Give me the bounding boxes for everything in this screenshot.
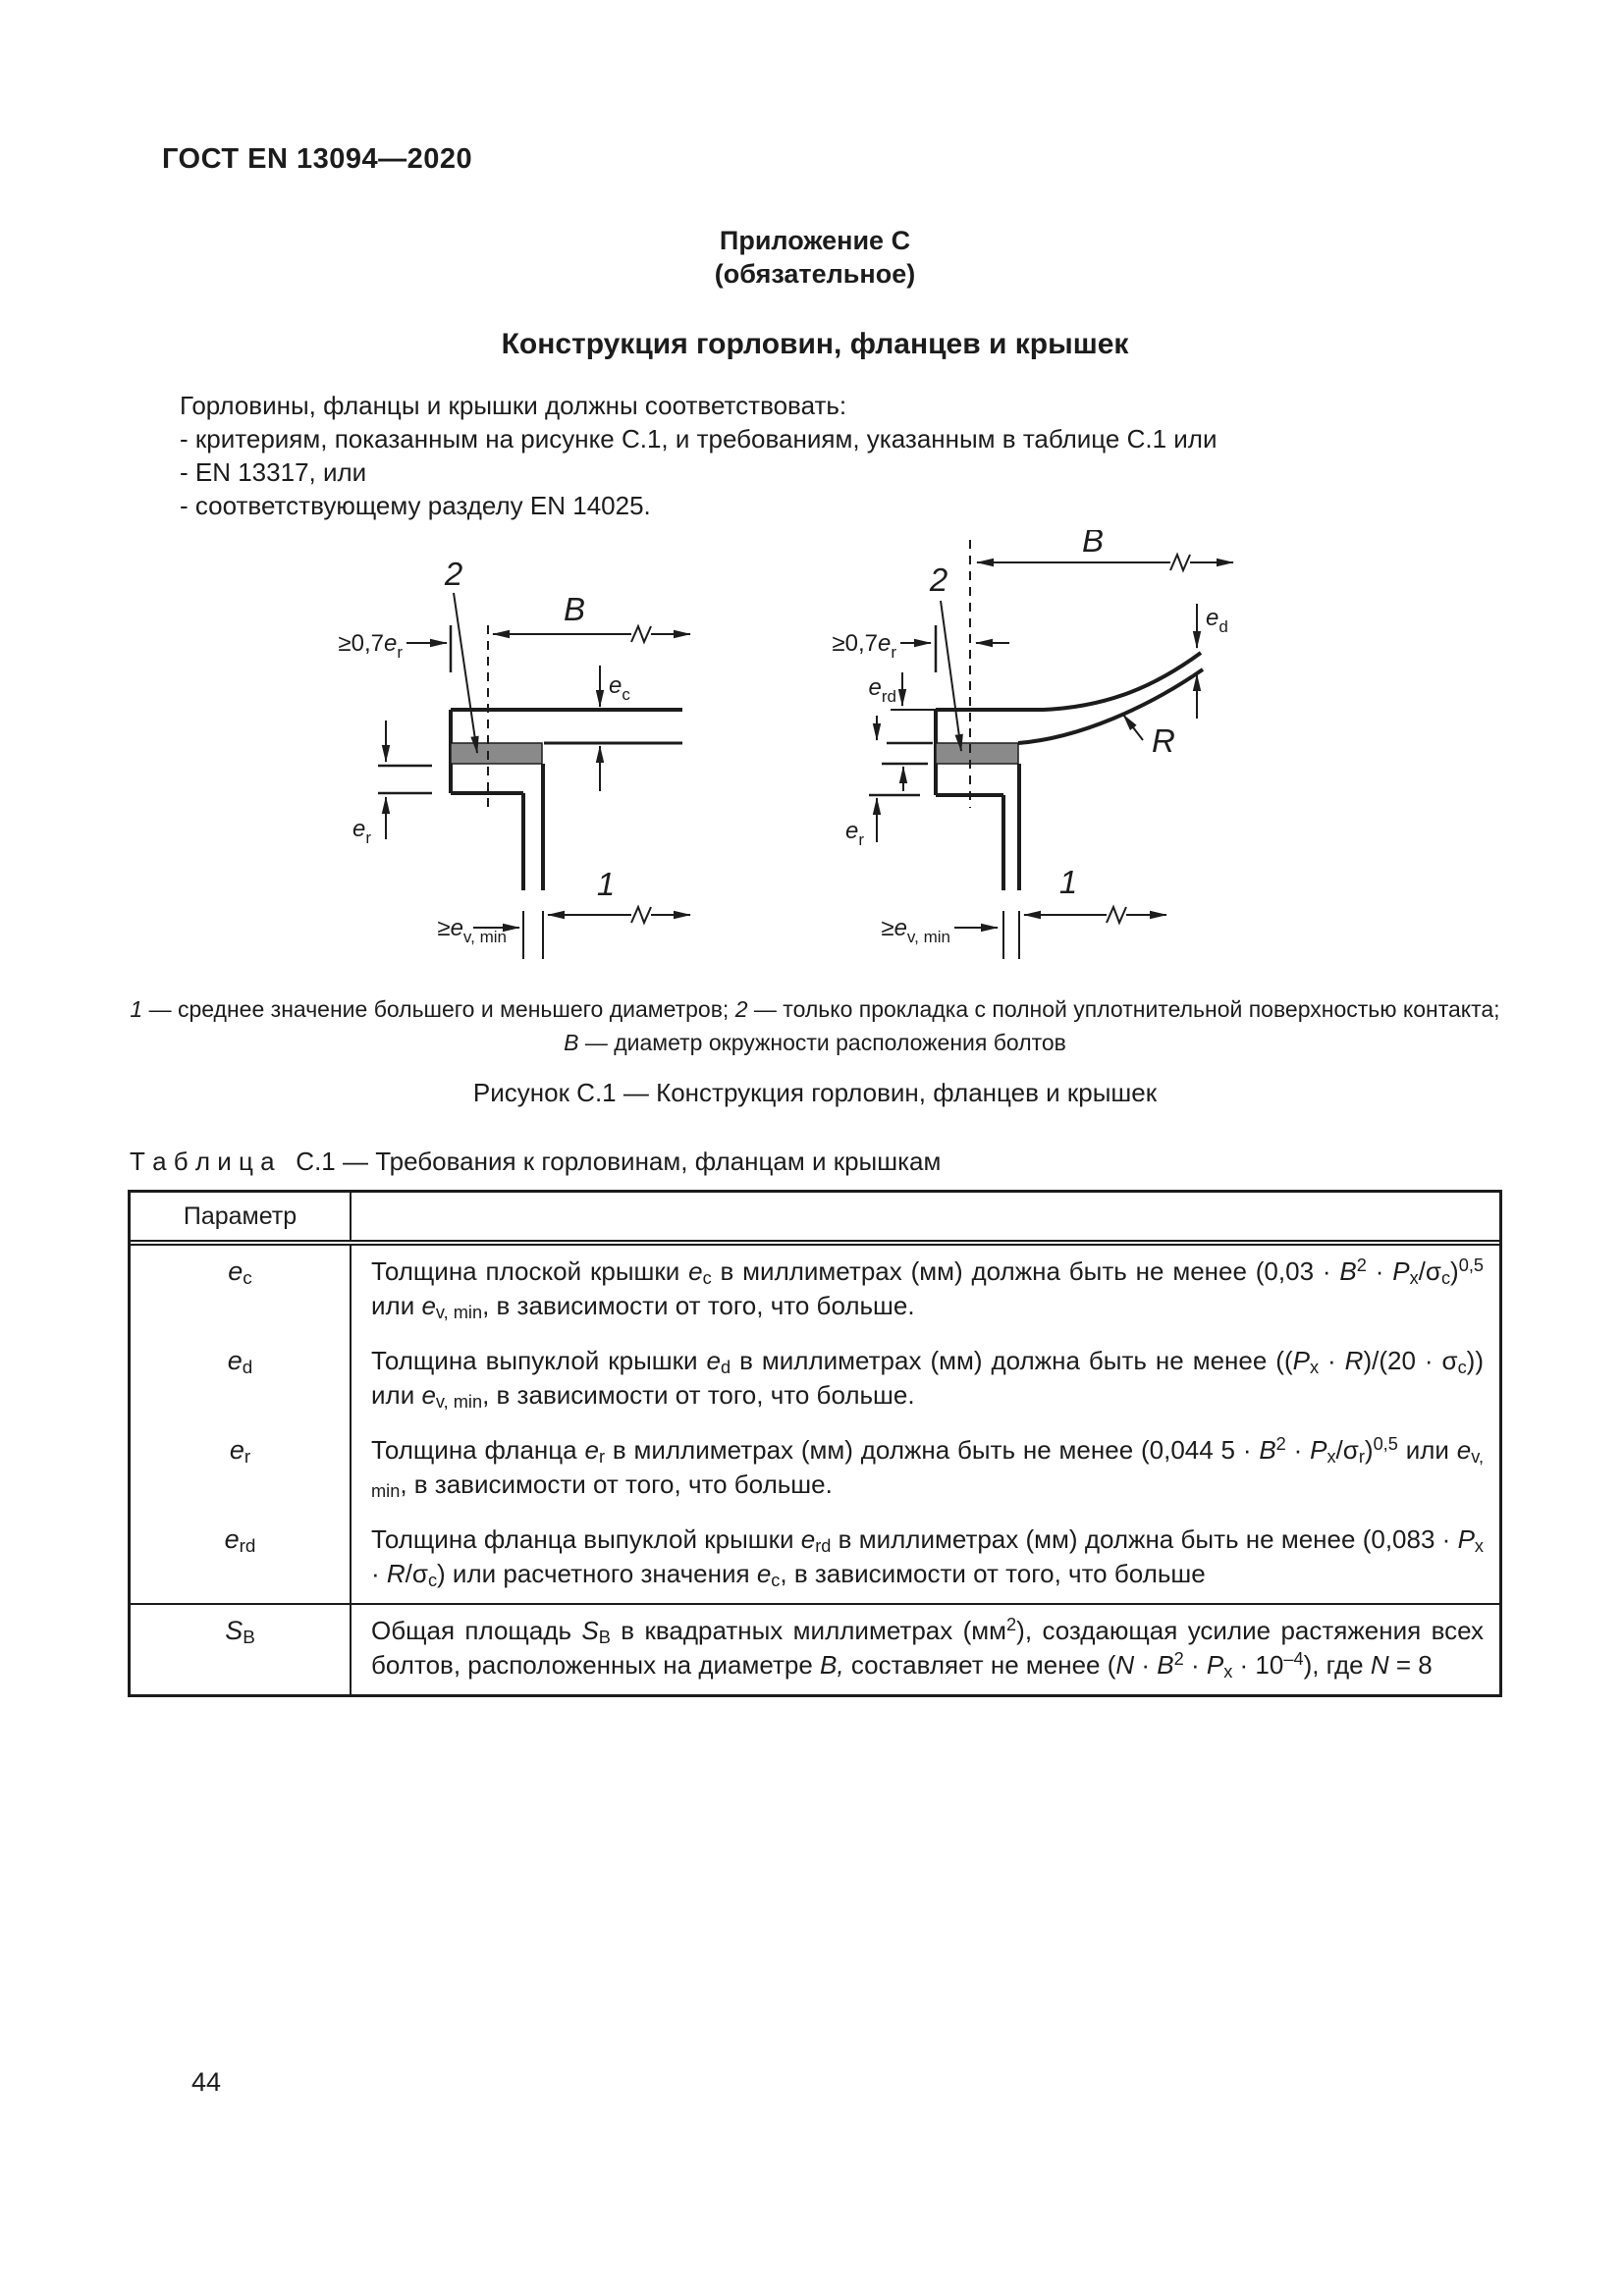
intro-item: - EN 13317, или	[180, 457, 367, 487]
dim-evmin-label: $\ge e_{v, min}$	[881, 915, 950, 946]
dim-er-label: $e_r$	[352, 816, 371, 847]
right-diagram	[832, 530, 1233, 959]
radius-leader	[1123, 715, 1143, 740]
intro-paragraph	[180, 389, 1407, 522]
callout-2-leader	[454, 593, 477, 753]
table-title-text: С.1 — Требования к горловинам, фланцам и крышкам	[296, 1147, 942, 1176]
table-header-row	[131, 1193, 1499, 1246]
callout-2-label: 2	[444, 556, 463, 592]
dim-b-label: B	[563, 591, 586, 627]
figure-legend-line2: B — диаметр окружности расположения болтов	[564, 1030, 1066, 1055]
page-number: 44	[191, 2067, 222, 2097]
dim-1-label: 1	[1058, 864, 1078, 900]
dim-1-break	[1107, 907, 1126, 923]
table-row	[131, 1605, 1499, 1694]
table-title	[130, 1147, 1504, 1177]
document-code: ГОСТ EN 13094—2020	[162, 143, 473, 175]
table-c1	[128, 1190, 1502, 1697]
requirement-cell: Толщина фланца выпуклой крышки $e_{rd}$ в миллиметрах (мм) должна быть не менее $(0,083 \cdot P_x \cdot R/\sigma_c)$ или расчетного значения $e_c$, в зависимости от того, что больше	[371, 1524, 1485, 1590]
param-cell: $S_B$	[131, 1605, 352, 1694]
dim-er-label: $e_r$	[844, 818, 864, 849]
figure-legend-line1: 1 — среднее значение большего и меньшего диаметров; 2 — только прокладка с полной уплотнительной поверхностью контакта;	[130, 996, 1500, 1022]
param-cell: $e_r$	[131, 1424, 352, 1514]
dim-ec-label: $e_c$	[609, 672, 630, 704]
dim-07er-label: $\ge 0,7e_r$	[832, 630, 896, 662]
table-body-main	[131, 1246, 1499, 1603]
table-row	[131, 1514, 1499, 1603]
table-title-word: Т а б л и ц а	[130, 1147, 275, 1176]
intro-item: - соответствующему разделу EN 14025.	[180, 491, 651, 520]
appendix-label: Приложение С	[719, 226, 911, 255]
requirement-cell: Общая площадь $S_B$ в квадратных миллиметрах $(мм^2)$, создающая усилие растяжения всех болтов, расположенных на диаметре B, составляет не менее $(N \cdot B^2 \cdot P_x \cdot 10^{-4})$, где N = 8	[371, 1614, 1484, 1682]
requirement-cell: Толщина выпуклой крышки $e_d$ в миллиметрах (мм) должна быть не менее $((P_x \cdot R)/(20 \cdot \sigma_c))$ или $e_{v, min}$, в зависимости от того, что больше.	[371, 1346, 1484, 1412]
requirement-cell: Толщина фланца $e_r$ в миллиметрах (мм) должна быть не менее (0,044 $5 \cdot B^2 \cdot P_x/\sigma_r)^{0,5}$ или $e_{v, min}$, в зависимости от того, что больше.	[371, 1433, 1484, 1501]
left-diagram	[338, 556, 690, 959]
dim-ed-label: $e_d$	[1206, 605, 1228, 636]
param-cell: $e_{rd}$	[131, 1514, 352, 1603]
appendix-title: Конструкция горловин, фланцев и крышек	[501, 328, 1129, 360]
dim-b-label: B	[1081, 530, 1105, 559]
requirement-cell: Толщина плоской крышки $e_c$ в миллиметрах (мм) должна быть не менее $(0,03 \cdot B^2 \cdot P_x/\sigma_c)^{0,5}$ или $e_{v, min}$, в зависимости от того, что больше.	[371, 1255, 1484, 1322]
param-cell: $e_d$	[131, 1335, 352, 1424]
figure-caption: Рисунок С.1 — Конструкция горловин, фланцев и крышек	[472, 1078, 1158, 1107]
appendix-type: (обязательное)	[714, 259, 916, 289]
dim-evmin-label: $\ge e_{v, min}$	[437, 915, 507, 946]
dim-07er-label: $\ge 0,7e_r$	[338, 630, 403, 662]
callout-2-label: 2	[929, 561, 948, 598]
dim-1-label: 1	[596, 866, 616, 902]
table-row	[131, 1424, 1499, 1514]
radius-label: R	[1152, 722, 1175, 759]
figure-c1	[128, 530, 1502, 982]
dished-upper-curve	[1044, 653, 1201, 710]
dim-b-break	[1170, 555, 1190, 570]
callout-2-leader	[941, 601, 961, 751]
table-header-desc	[352, 1193, 1499, 1240]
dim-1-break	[631, 907, 651, 923]
gasket	[451, 743, 542, 764]
dim-b-break	[631, 626, 651, 642]
dim-erd-label: $e_{rd}$	[868, 674, 896, 706]
table-row	[131, 1246, 1499, 1335]
gasket	[936, 743, 1018, 764]
param-cell: $e_c$	[131, 1246, 352, 1335]
intro-item: - критериям, показанным на рисунке С.1, и требованиям, указанным в таблице С.1 или	[180, 424, 1218, 454]
table-header-param: Параметр	[131, 1193, 352, 1240]
intro-lead: Горловины, фланцы и крышки должны соответствовать:	[180, 391, 847, 420]
table-body-bolts	[131, 1603, 1499, 1694]
table-row	[131, 1335, 1499, 1424]
